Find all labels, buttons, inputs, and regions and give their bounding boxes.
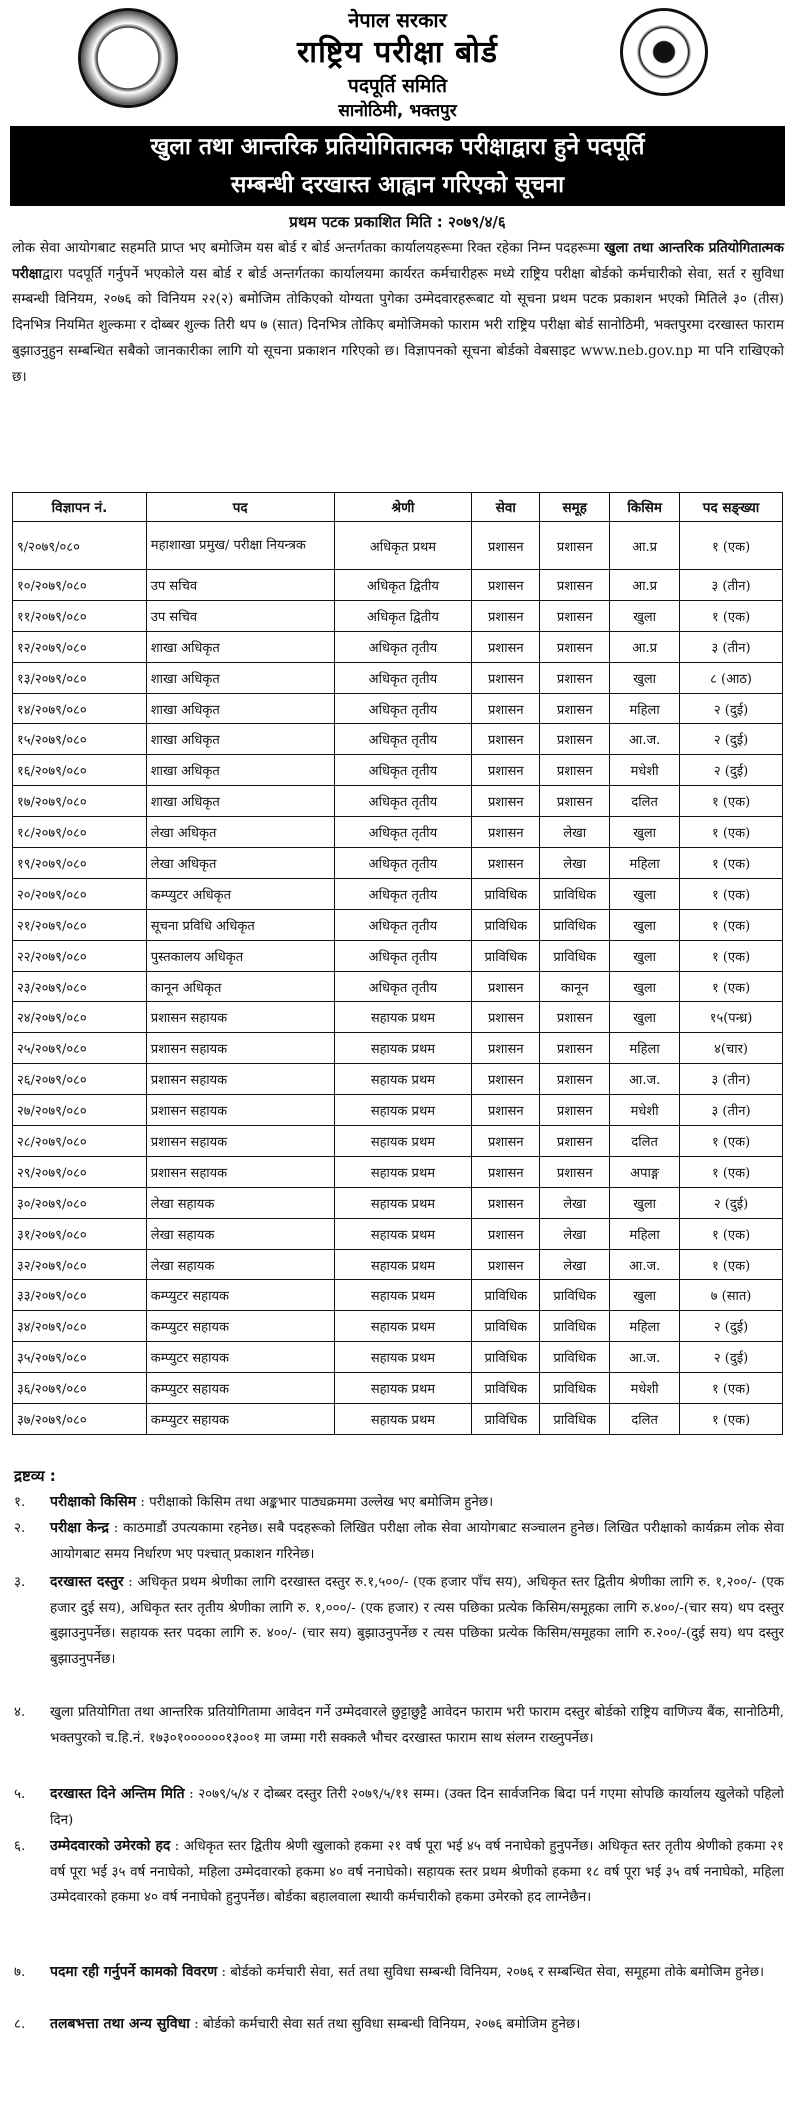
note-number: ३. <box>14 1575 26 1590</box>
table-row <box>13 1280 783 1311</box>
note-heading: पदमा रही गर्नुपर्ने कामको विवरण <box>50 1964 218 1980</box>
table-cell: प्रशासन <box>472 662 540 693</box>
table-cell: महिला <box>610 1033 680 1064</box>
table-cell: शाखा अधिकृत <box>146 724 334 755</box>
table-cell: सहायक प्रथम <box>334 1373 472 1404</box>
table-cell: प्रशासन <box>540 786 610 817</box>
header-government: नेपाल सरकार <box>348 8 447 32</box>
table-cell: १ (एक) <box>680 600 783 631</box>
table-cell: कम्प्युटर सहायक <box>146 1373 334 1404</box>
table-cell: २७/२०७९/०८० <box>13 1095 147 1126</box>
table-cell: अधिकृत तृतीय <box>334 848 472 879</box>
table-cell: प्रशासन सहायक <box>146 1033 334 1064</box>
table-cell: प्राविधिक <box>540 1373 610 1404</box>
note-text: : अधिकृत स्तर द्वितीय श्रेणी खुलाको हकमा २१ वर्ष पूरा भई ४५ वर्ष ननाघेको हुनुपर्नेछ। अधिकृत स्तर तृतीय श्रेणीको हकमा २१ वर्ष पूरा भई ३५ वर्ष ननाघेको, महिला उम्मेदवारको हकमा ४० वर्ष ननाघेको। सहायक स्तर प्रथम श्रेणीको हकमा १८ वर्ष पूरा भई ३५ वर्ष ननाघेको, महिला उम्मेदवारको हकमा ४० वर्ष ननाघेको हुनुपर्नेछ। बोर्डका बहालवाला स्थायी कर्मचारीको हकमा उमेरको हद लाग्नेछैन। <box>50 1839 784 1906</box>
table-row <box>13 1064 783 1095</box>
table-cell: १ (एक) <box>680 522 783 570</box>
table-cell: खुला <box>610 600 680 631</box>
vacancy-table <box>12 492 783 1435</box>
table-cell: खुला <box>610 878 680 909</box>
table-cell: कानून <box>540 971 610 1002</box>
note-number: ७. <box>14 1965 26 1980</box>
table-cell: आ.प्र <box>610 570 680 601</box>
table-cell: लेखा अधिकृत <box>146 848 334 879</box>
table-cell: उप सचिव <box>146 570 334 601</box>
notice-title-banner <box>10 126 785 206</box>
table-cell: ११/२०७९/०८० <box>13 600 147 631</box>
table-cell: प्रशासन <box>540 1126 610 1157</box>
table-cell: ३०/२०७९/०८० <box>13 1187 147 1218</box>
note-number: १. <box>14 1495 26 1510</box>
table-row <box>13 1033 783 1064</box>
table-row <box>13 1187 783 1218</box>
table-cell: कम्प्युटर अधिकृत <box>146 878 334 909</box>
table-row <box>13 1095 783 1126</box>
table-cell: प्रशासन <box>540 1156 610 1187</box>
table-cell: प्रशासन <box>472 1002 540 1033</box>
table-cell: सहायक प्रथम <box>334 1280 472 1311</box>
table-cell: प्राविधिक <box>472 878 540 909</box>
table-row <box>13 755 783 786</box>
table-cell: प्रशासन <box>472 1095 540 1126</box>
table-cell: अधिकृत तृतीय <box>334 724 472 755</box>
table-cell: प्रशासन सहायक <box>146 1126 334 1157</box>
table-header-cell: पद सङ्ख्या <box>680 493 783 522</box>
table-cell: १४/२०७९/०८० <box>13 693 147 724</box>
note-number: ५. <box>14 1787 26 1802</box>
table-cell: सहायक प्रथम <box>334 1095 472 1126</box>
table-cell: प्रशासन <box>540 631 610 662</box>
table-cell: १ (एक) <box>680 848 783 879</box>
table-cell: २ (दुई) <box>680 755 783 786</box>
table-cell: कानून अधिकृत <box>146 971 334 1002</box>
intro-text-2: द्वारा पदपूर्ति गर्नुपर्ने भएकोले यस बोर्ड र बोर्ड अन्तर्गतका कार्यालयमा कार्यरत कर्मचारीहरू मध्ये राष्ट्रिय परीक्षा बोर्डको कर्मचारीको सेवा, सर्त र सुविधा सम्बन्धी विनियम, २०७६ को विनियम २२(२) बमोजिम तोकिएको योग्यता पुगेका उम्मेदवारहरूबाट यो सूचना प्रथम पटक प्रकाशन भएको मितिले ३० (तीस) दिनभित्र नियमित शुल्कमा र दोब्बर शुल्क तिरी थप ७ (सात) दिनभित्र तोकिए बमोजिमको फाराम भरी राष्ट्रिय परीक्षा बोर्ड सानोठिमी, भक्तपुरमा दरखास्त फाराम बुझाउनुहुन सम्बन्धित सबैको जानकारीका लागि यो सूचना प्रकाशन गरिएको छ। विज्ञापनको सूचना बोर्डको वेबसाइट www.neb.gov.np मा पनि राखिएको छ। <box>12 265 784 385</box>
table-cell: लेखा अधिकृत <box>146 817 334 848</box>
intro-paragraph <box>12 236 784 390</box>
table-row <box>13 600 783 631</box>
table-row <box>13 971 783 1002</box>
note-text: : काठमाडौं उपत्यकामा रहनेछ। सबै पदहरूको लिखित परीक्षा लोक सेवा आयोगबाट सञ्चालन हुनेछ। लिखित परीक्षाको कार्यक्रम लोक सेवा आयोगबाट समय निर्धारण भए पश्चात् प्रकाशन गरिनेछ। <box>50 1521 784 1562</box>
table-cell: १७/२०७९/०८० <box>13 786 147 817</box>
table-cell: सहायक प्रथम <box>334 1404 472 1435</box>
note-heading: परीक्षा केन्द्र <box>50 1520 109 1536</box>
note-item <box>12 1490 784 1516</box>
table-cell: प्रशासन <box>540 1033 610 1064</box>
table-cell: लेखा <box>540 1187 610 1218</box>
table-cell: खुला <box>610 662 680 693</box>
table-cell: प्रशासन <box>540 662 610 693</box>
table-cell: २ (दुई) <box>680 1342 783 1373</box>
table-cell: सहायक प्रथम <box>334 1249 472 1280</box>
table-cell: अधिकृत द्वितीय <box>334 570 472 601</box>
table-cell: प्रशासन <box>540 600 610 631</box>
table-cell: शाखा अधिकृत <box>146 662 334 693</box>
note-heading: दरखास्त दिने अन्तिम मिति <box>50 1786 185 1802</box>
table-cell: खुला <box>610 940 680 971</box>
table-cell: प्रशासन <box>472 570 540 601</box>
note-item <box>12 1834 784 1911</box>
table-cell: लेखा <box>540 848 610 879</box>
table-cell: प्रशासन <box>472 1064 540 1095</box>
table-header-cell: पद <box>146 493 334 522</box>
table-cell: सूचना प्रविधि अधिकृत <box>146 909 334 940</box>
table-row <box>13 724 783 755</box>
table-cell: सहायक प्रथम <box>334 1311 472 1342</box>
table-cell: प्राविधिक <box>540 1404 610 1435</box>
table-cell: महिला <box>610 1218 680 1249</box>
table-cell: अधिकृत तृतीय <box>334 693 472 724</box>
table-cell: प्रशासन <box>472 1033 540 1064</box>
table-cell: ३५/२०७९/०८० <box>13 1342 147 1373</box>
table-cell: कम्प्युटर सहायक <box>146 1311 334 1342</box>
table-cell: ९/२०७९/०८० <box>13 522 147 570</box>
table-header-cell: सेवा <box>472 493 540 522</box>
table-cell: सहायक प्रथम <box>334 1064 472 1095</box>
banner-line-2: सम्बन्धी दरखास्त आह्वान गरिएको सूचना <box>230 172 565 198</box>
table-cell: अधिकृत तृतीय <box>334 631 472 662</box>
table-cell: २९/२०७९/०८० <box>13 1156 147 1187</box>
note-number: ४. <box>14 1705 26 1720</box>
table-cell: ३ (तीन) <box>680 1095 783 1126</box>
table-cell: खुला <box>610 1002 680 1033</box>
note-heading: परीक्षाको किसिम <box>50 1494 137 1510</box>
table-cell: १३/२०७९/०८० <box>13 662 147 693</box>
table-cell: लेखा <box>540 1218 610 1249</box>
table-cell: प्राविधिक <box>472 1404 540 1435</box>
note-heading: तलबभत्ता तथा अन्य सुविधा <box>50 2016 190 2032</box>
table-cell: शाखा अधिकृत <box>146 786 334 817</box>
table-cell: ३ (तीन) <box>680 631 783 662</box>
table-row <box>13 631 783 662</box>
table-row <box>13 1218 783 1249</box>
note-body <box>50 1516 784 1567</box>
header-board-name: राष्ट्रिय परीक्षा बोर्ड <box>297 35 498 70</box>
note-number: ६. <box>14 1839 26 1854</box>
table-cell: आ.ज. <box>610 1064 680 1095</box>
table-cell: ३२/२०७९/०८० <box>13 1249 147 1280</box>
table-cell: कम्प्युटर सहायक <box>146 1404 334 1435</box>
table-cell: अधिकृत तृतीय <box>334 786 472 817</box>
table-cell: प्राविधिक <box>540 1280 610 1311</box>
table-cell: प्रशासन सहायक <box>146 1002 334 1033</box>
table-cell: खुला <box>610 1280 680 1311</box>
table-cell: आ.ज. <box>610 724 680 755</box>
table-row <box>13 570 783 601</box>
note-body <box>50 1700 784 1751</box>
table-cell: लेखा <box>540 817 610 848</box>
table-cell: प्राविधिक <box>472 1373 540 1404</box>
note-item <box>12 1570 784 1672</box>
note-body <box>50 1490 784 1516</box>
table-cell: १८/२०७९/०८० <box>13 817 147 848</box>
table-row <box>13 1156 783 1187</box>
table-cell: अधिकृत तृतीय <box>334 755 472 786</box>
table-cell: १ (एक) <box>680 1249 783 1280</box>
table-cell: प्राविधिक <box>472 909 540 940</box>
table-cell: १५/२०७९/०८० <box>13 724 147 755</box>
note-body <box>50 1834 784 1911</box>
table-row <box>13 940 783 971</box>
table-cell: सहायक प्रथम <box>334 1187 472 1218</box>
table-cell: २३/२०७९/०८० <box>13 971 147 1002</box>
table-cell: प्रशासन <box>472 817 540 848</box>
table-cell: १ (एक) <box>680 786 783 817</box>
table-row <box>13 1249 783 1280</box>
table-cell: दलित <box>610 1404 680 1435</box>
table-header-cell: समूह <box>540 493 610 522</box>
table-cell: लेखा सहायक <box>146 1187 334 1218</box>
note-number: २. <box>14 1521 26 1536</box>
table-cell: उप सचिव <box>146 600 334 631</box>
table-cell: अधिकृत तृतीय <box>334 878 472 909</box>
table-cell: दलित <box>610 786 680 817</box>
table-cell: प्रशासन <box>472 724 540 755</box>
table-cell: प्राविधिक <box>540 1311 610 1342</box>
note-item <box>12 1700 784 1751</box>
table-cell: २ (दुई) <box>680 1311 783 1342</box>
table-cell: ४(चार) <box>680 1033 783 1064</box>
table-cell: लेखा <box>540 1249 610 1280</box>
table-cell: १ (एक) <box>680 940 783 971</box>
table-cell: प्रशासन <box>472 1249 540 1280</box>
table-cell: प्रशासन <box>540 724 610 755</box>
table-cell: प्राविधिक <box>472 1311 540 1342</box>
table-row <box>13 909 783 940</box>
table-cell: २५/२०७९/०८० <box>13 1033 147 1064</box>
table-cell: प्राविधिक <box>540 940 610 971</box>
table-header-cell: श्रेणी <box>334 493 472 522</box>
table-row <box>13 817 783 848</box>
table-cell: शाखा अधिकृत <box>146 693 334 724</box>
table-cell: १०/२०७९/०८० <box>13 570 147 601</box>
table-row <box>13 522 783 570</box>
table-cell: दलित <box>610 1126 680 1157</box>
table-cell: २८/२०७९/०८० <box>13 1126 147 1157</box>
table-cell: प्रशासन सहायक <box>146 1064 334 1095</box>
table-cell: ८ (आठ) <box>680 662 783 693</box>
table-cell: महिला <box>610 1311 680 1342</box>
table-cell: कम्प्युटर सहायक <box>146 1280 334 1311</box>
table-cell: २२/२०७९/०८० <box>13 940 147 971</box>
note-body <box>50 2012 784 2038</box>
table-cell: ३४/२०७९/०८० <box>13 1311 147 1342</box>
table-cell: प्रशासन <box>540 1064 610 1095</box>
note-body <box>50 1570 784 1672</box>
table-cell: आ.प्र <box>610 631 680 662</box>
table-cell: १ (एक) <box>680 909 783 940</box>
table-cell: २ (दुई) <box>680 693 783 724</box>
table-cell: १२/२०७९/०८० <box>13 631 147 662</box>
table-cell: सहायक प्रथम <box>334 1156 472 1187</box>
table-row <box>13 878 783 909</box>
note-item <box>12 1782 784 1833</box>
table-cell: प्रशासन <box>472 522 540 570</box>
table-row <box>13 1002 783 1033</box>
table-cell: आ.प्र <box>610 522 680 570</box>
table-cell: प्राविधिक <box>540 1342 610 1373</box>
banner-line-1: खुला तथा आन्तरिक प्रतियोगितात्मक परीक्षाद्वारा हुने पदपूर्ति <box>150 134 645 160</box>
table-cell: लेखा सहायक <box>146 1218 334 1249</box>
note-text: : बोर्डको कर्मचारी सेवा, सर्त तथा सुविधा सम्बन्धी विनियम, २०७६ र सम्बन्धित सेवा, समूहमा तोके बमोजिम हुनेछ। <box>217 1965 765 1980</box>
table-cell: प्रशासन <box>472 786 540 817</box>
table-cell: १९/२०७९/०८० <box>13 848 147 879</box>
note-heading: दरखास्त दस्तुर <box>50 1574 124 1590</box>
intro-bold-text: खुला तथा आन्तरिक प्रतियोगितात्मक परीक्षा <box>12 240 784 282</box>
note-heading: उम्मेदवारको उमेरको हद <box>50 1838 171 1854</box>
table-cell: प्रशासन <box>472 848 540 879</box>
table-cell: २ (दुई) <box>680 724 783 755</box>
table-cell: २१/२०७९/०८० <box>13 909 147 940</box>
table-header-row <box>13 493 783 522</box>
table-cell: पुस्तकालय अधिकृत <box>146 940 334 971</box>
note-text: : अधिकृत प्रथम श्रेणीका लागि दरखास्त दस्तुर रु.१,५००/- (एक हजार पाँच सय), अधिकृत स्तर द्वितीय श्रेणीका लागि रु. १,२००/- (एक हजार दुई सय), अधिकृत स्तर तृतीय श्रेणीका लागि रु. १,०००/- (एक हजार) र त्यस पछिका प्रत्येक किसिम/समूहका लागि रु.४००/-(चार सय) थप दस्तुर बुझाउनुपर्नेछ। सहायक स्तर पदका लागि रु. ४००/- (चार सय) बुझाउनुपर्नेछ र त्यस पछिका प्रत्येक किसिम/समूहका लागि रु.२००/-(दुई सय) थप दस्तुर बुझाउनुपर्नेछ। <box>50 1575 785 1667</box>
table-cell: १ (एक) <box>680 971 783 1002</box>
notes-title: द्रष्टव्य : <box>14 1467 56 1485</box>
table-cell: प्रशासन <box>540 755 610 786</box>
table-cell: ३ (तीन) <box>680 1064 783 1095</box>
table-cell: प्रशासन <box>540 693 610 724</box>
table-cell: अधिकृत द्वितीय <box>334 600 472 631</box>
table-cell: अधिकृत तृतीय <box>334 817 472 848</box>
table-row <box>13 1373 783 1404</box>
table-cell: २०/२०७९/०८० <box>13 878 147 909</box>
table-cell: प्रशासन <box>540 570 610 601</box>
table-cell: सहायक प्रथम <box>334 1342 472 1373</box>
table-cell: ३७/२०७९/०८० <box>13 1404 147 1435</box>
table-cell: महिला <box>610 848 680 879</box>
table-cell: ३ (तीन) <box>680 570 783 601</box>
table-cell: कम्प्युटर सहायक <box>146 1342 334 1373</box>
table-cell: १६/२०७९/०८० <box>13 755 147 786</box>
table-cell: प्रशासन <box>472 971 540 1002</box>
table-cell: प्रशासन <box>472 1218 540 1249</box>
table-cell: प्रशासन <box>540 1095 610 1126</box>
note-item <box>12 2012 784 2038</box>
table-cell: १ (एक) <box>680 817 783 848</box>
note-body <box>50 1960 784 1986</box>
table-cell: सहायक प्रथम <box>334 1002 472 1033</box>
table-cell: १ (एक) <box>680 1404 783 1435</box>
table-cell: मधेशी <box>610 755 680 786</box>
table-cell: प्रशासन <box>472 631 540 662</box>
table-cell: अधिकृत तृतीय <box>334 940 472 971</box>
intro-text-1: लोक सेवा आयोगबाट सहमति प्राप्त भए बमोजिम यस बोर्ड र बोर्ड अन्तर्गतका कार्यालयहरूमा रिक्त रहेका निम्न पदहरूमा <box>12 240 605 256</box>
table-cell: आ.ज. <box>610 1249 680 1280</box>
table-cell: ३१/२०७९/०८० <box>13 1218 147 1249</box>
table-cell: प्राविधिक <box>472 1342 540 1373</box>
table-cell: महिला <box>610 693 680 724</box>
table-cell: शाखा अधिकृत <box>146 631 334 662</box>
table-cell: अधिकृत तृतीय <box>334 971 472 1002</box>
table-header-cell: किसिम <box>610 493 680 522</box>
table-cell: अधिकृत प्रथम <box>334 522 472 570</box>
table-cell: प्राविधिक <box>472 1280 540 1311</box>
table-cell: १ (एक) <box>680 1373 783 1404</box>
table-cell: प्रशासन <box>472 600 540 631</box>
table-cell: सहायक प्रथम <box>334 1218 472 1249</box>
table-row <box>13 1342 783 1373</box>
table-cell: १ (एक) <box>680 878 783 909</box>
note-number: ८. <box>14 2017 26 2032</box>
header-committee: पदपूर्ति समिति <box>348 75 447 97</box>
note-item <box>12 1516 784 1567</box>
table-cell: प्रशासन <box>472 1156 540 1187</box>
table-cell: खुला <box>610 1187 680 1218</box>
table-header-cell: विज्ञापन नं. <box>13 493 147 522</box>
table-cell: १ (एक) <box>680 1218 783 1249</box>
table-cell: सहायक प्रथम <box>334 1033 472 1064</box>
note-text: : २०७९/५/४ र दोब्बर दस्तुर तिरी २०७९/५/११ सम्म। (उक्त दिन सार्वजनिक बिदा पर्न गएमा सोपछि कार्यालय खुलेको पहिलो दिन) <box>50 1787 784 1828</box>
table-cell: प्रशासन <box>540 522 610 570</box>
table-cell: मधेशी <box>610 1095 680 1126</box>
table-cell: ७ (सात) <box>680 1280 783 1311</box>
table-cell: १५(पन्ध्र) <box>680 1002 783 1033</box>
table-cell: अपाङ्ग <box>610 1156 680 1187</box>
table-row <box>13 693 783 724</box>
table-cell: खुला <box>610 817 680 848</box>
table-row <box>13 1311 783 1342</box>
table-row <box>13 662 783 693</box>
table-cell: २ (दुई) <box>680 1187 783 1218</box>
table-cell: अधिकृत तृतीय <box>334 662 472 693</box>
publication-date: प्रथम पटक प्रकाशित मिति : २०७९/४/६ <box>289 213 506 231</box>
table-cell: २४/२०७९/०८० <box>13 1002 147 1033</box>
table-row <box>13 786 783 817</box>
table-cell: १ (एक) <box>680 1156 783 1187</box>
table-cell: खुला <box>610 971 680 1002</box>
header-location: सानोठिमी, भक्तपुर <box>338 101 457 121</box>
table-cell: मधेशी <box>610 1373 680 1404</box>
table-cell: १ (एक) <box>680 1126 783 1157</box>
table-cell: खुला <box>610 909 680 940</box>
table-cell: प्रशासन <box>472 693 540 724</box>
table-cell: शाखा अधिकृत <box>146 755 334 786</box>
table-cell: ३३/२०७९/०८० <box>13 1280 147 1311</box>
table-cell: प्रशासन सहायक <box>146 1095 334 1126</box>
table-cell: अधिकृत तृतीय <box>334 909 472 940</box>
table-cell: प्रशासन सहायक <box>146 1156 334 1187</box>
table-cell: ३६/२०७९/०८० <box>13 1373 147 1404</box>
note-text: : बोर्डको कर्मचारी सेवा सर्त तथा सुविधा सम्बन्धी विनियम, २०७६ बमोजिम हुनेछ। <box>189 2017 581 2032</box>
note-text: : परीक्षाको किसिम तथा अङ्कभार पाठ्यक्रममा उल्लेख भए बमोजिम हुनेछ। <box>136 1495 494 1510</box>
note-item <box>12 1960 784 1986</box>
table-row <box>13 1404 783 1435</box>
table-row <box>13 848 783 879</box>
table-cell: प्रशासन <box>472 755 540 786</box>
table-cell: २६/२०७९/०८० <box>13 1064 147 1095</box>
table-cell: प्रशासन <box>472 1126 540 1157</box>
table-cell: प्राविधिक <box>540 878 610 909</box>
note-text: खुला प्रतियोगिता तथा आन्तरिक प्रतियोगितामा आवेदन गर्ने उम्मेदवारले छुट्टाछुट्टै आवेदन फाराम भरी फाराम दस्तुर बोर्डको राष्ट्रिय वाणिज्य बैंक, सानोठिमी, भक्तपुरको च.हि.नं. १७३०१००००००१३००१ मा जम्मा गरी सक्कलै भौचर दरखास्त फाराम साथ संलग्न राख्नुपर्नेछ। <box>50 1705 784 1746</box>
table-cell: प्रशासन <box>472 1187 540 1218</box>
note-body <box>50 1782 784 1833</box>
table-cell: महाशाखा प्रमुख/ परीक्षा नियन्त्रक <box>146 522 334 570</box>
table-cell: प्राविधिक <box>540 909 610 940</box>
table-row <box>13 1126 783 1157</box>
table-cell: प्राविधिक <box>472 940 540 971</box>
table-cell: सहायक प्रथम <box>334 1126 472 1157</box>
table-cell: आ.ज. <box>610 1342 680 1373</box>
table-cell: प्रशासन <box>540 1002 610 1033</box>
table-cell: लेखा सहायक <box>146 1249 334 1280</box>
